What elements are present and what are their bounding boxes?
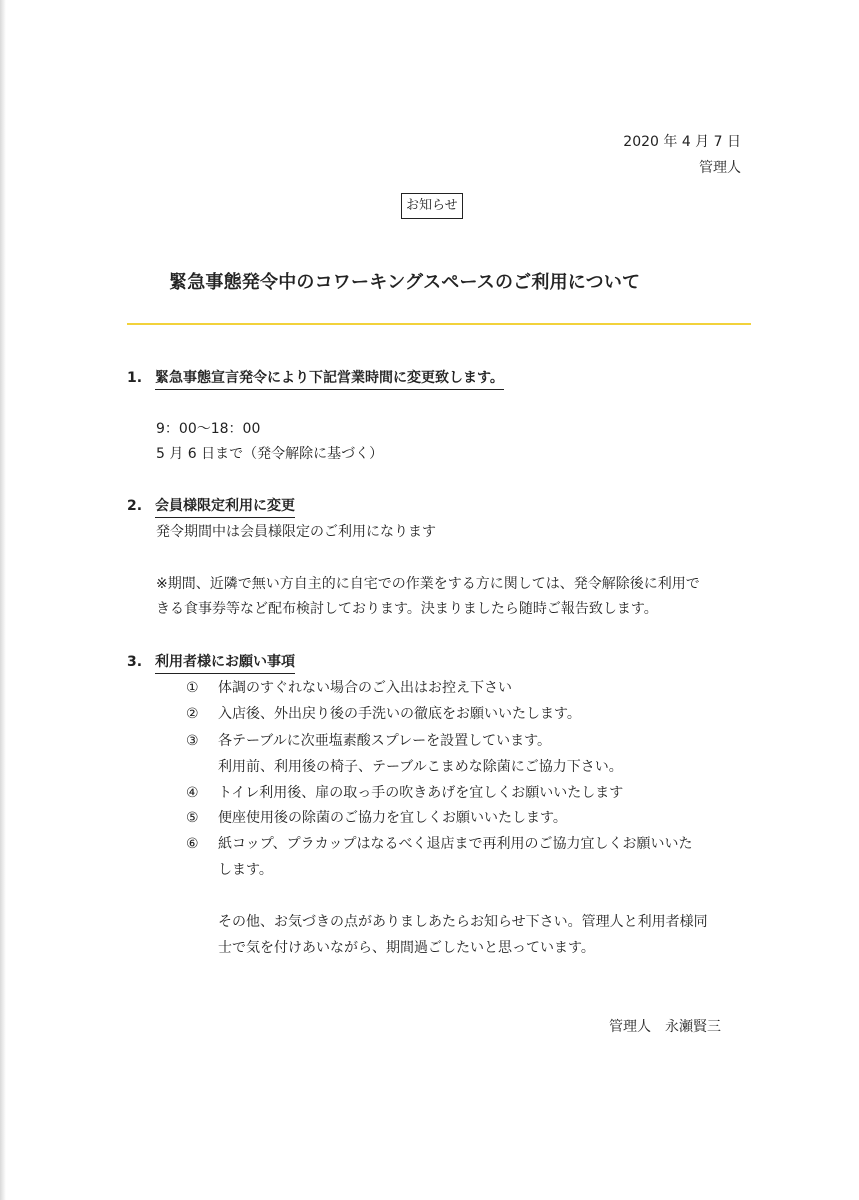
document-author: 管理人: [699, 160, 741, 176]
section-3-number: 3.: [127, 654, 143, 670]
document-date: 2020 年 4 月 7 日: [623, 134, 741, 150]
list-item-marker: ③: [186, 733, 199, 749]
section-1-until: 5 月 6 日まで（発令解除に基づく）: [156, 446, 384, 462]
list-item: 体調のすぐれない場合のご入出はお控え下さい: [218, 680, 512, 696]
list-item-marker: ①: [186, 680, 199, 696]
section-2-note-line: きる食事券等など配布検討しております。決まりましたら随時ご報告致します。: [156, 601, 658, 617]
section-2-number: 2.: [127, 498, 143, 514]
section-1-number: 1.: [127, 370, 143, 386]
list-item: 入店後、外出戻り後の手洗いの徹底をお願いいたします。: [218, 706, 581, 722]
section-3-heading: 利用者様にお願い事項: [155, 652, 295, 674]
list-item-continuation: します。: [218, 862, 273, 878]
title-underline-rule: [127, 323, 751, 325]
notice-label-box: お知らせ: [401, 193, 463, 219]
list-item: トイレ利用後、扉の取っ手の吹きあげを宜しくお願いいたします: [218, 785, 624, 801]
list-item-continuation: 利用前、利用後の椅子、テーブルこまめな除菌にご協力下さい。: [218, 759, 623, 775]
section-1-hours: 9：00～18：00: [156, 421, 261, 437]
document-title: 緊急事態発令中のコワーキングスペースのご利用について: [169, 272, 641, 293]
signature: 管理人 永瀬賢三: [609, 1019, 721, 1035]
list-item-marker: ⑤: [186, 810, 199, 826]
list-item: 各テーブルに次亜塩素酸スプレーを設置しています。: [218, 733, 552, 749]
section-2-line: 発令期間中は会員様限定のご利用になります: [156, 524, 436, 540]
closing-paragraph-line: その他、お気づきの点がありましあたらお知らせ下さい。管理人と利用者様同: [218, 914, 708, 930]
list-item-marker: ④: [186, 785, 199, 801]
list-item: 紙コップ、プラカップはなるべく退店まで再利用のご協力宜しくお願いいた: [218, 836, 693, 852]
section-2-note-line: ※期間、近隣で無い方自主的に自宅での作業をする方に関しては、発令解除後に利用で: [156, 576, 700, 592]
page-edge-shadow: [0, 0, 6, 1200]
list-item-marker: ⑥: [186, 836, 199, 852]
list-item: 便座使用後の除菌のご協力を宜しくお願いいたします。: [218, 810, 567, 826]
section-1-heading: 緊急事態宣言発令により下記営業時間に変更致します。: [155, 368, 504, 390]
section-2-heading: 会員様限定利用に変更: [155, 496, 295, 518]
list-item-marker: ②: [186, 706, 199, 722]
closing-paragraph-line: 士で気を付けあいながら、期間過ごしたいと思っています。: [218, 940, 595, 956]
